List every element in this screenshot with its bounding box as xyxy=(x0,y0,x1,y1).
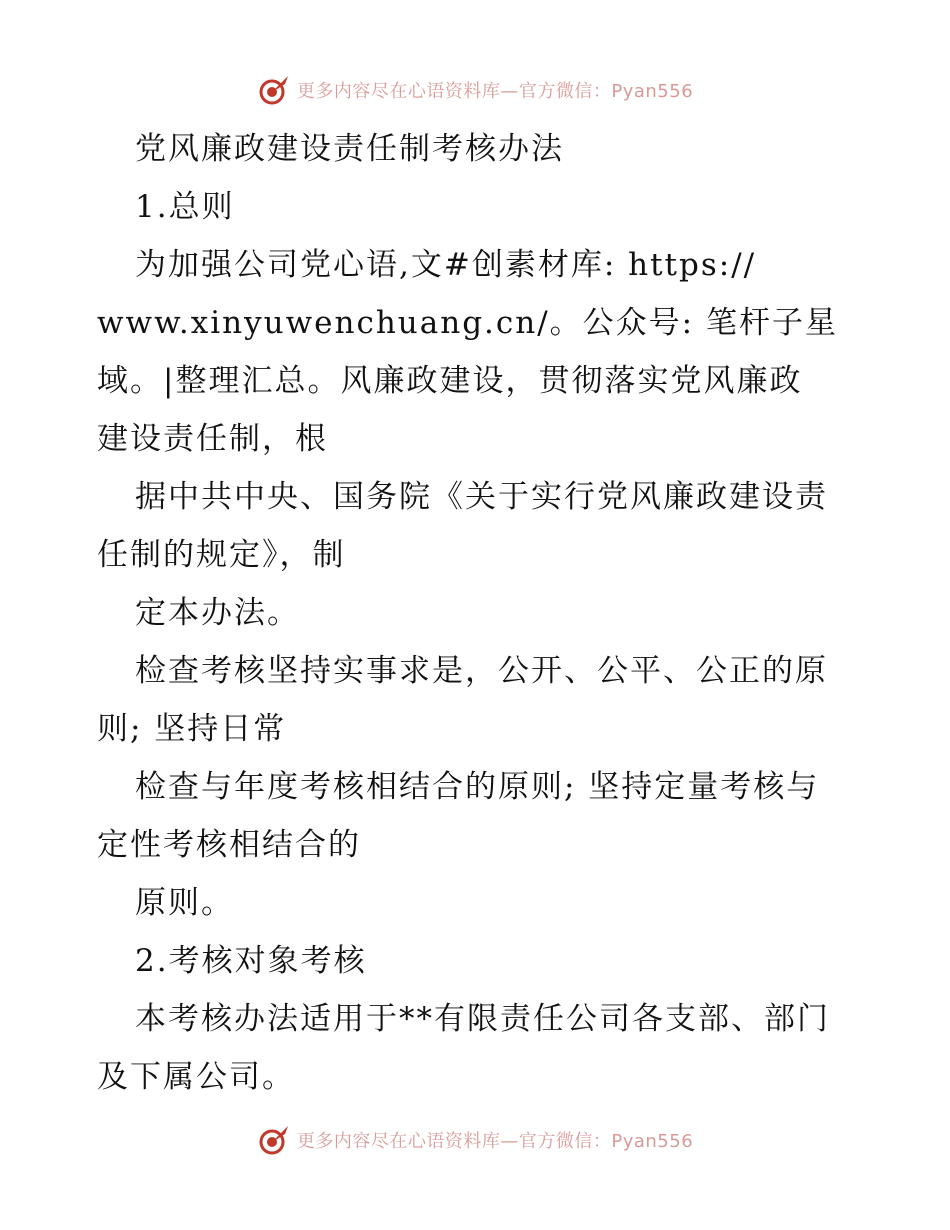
header-banner xyxy=(0,70,950,110)
text-line: 及下属公司。 xyxy=(97,1059,295,1095)
quill-seal-icon xyxy=(257,1123,291,1157)
text-line: 据中共中央、国务院《关于实行党风廉政建设责 xyxy=(135,479,828,515)
banner-text: 更多内容尽在心语资料库—官方微信：Pyan556 xyxy=(296,1131,694,1152)
text-line: 检查与年度考核相结合的原则; 坚持定量考核与 xyxy=(135,769,820,805)
quill-seal-icon xyxy=(257,73,291,107)
text-line: www.xinyuwenchuang.cn/。公众号: 笔杆子星 xyxy=(97,305,838,341)
footer-banner xyxy=(0,1120,950,1160)
text-line: 本考核办法适用于**有限责任公司各支部、部门 xyxy=(135,1001,830,1037)
text-line: 1.总则 xyxy=(135,189,235,225)
banner-text: 更多内容尽在心语资料库—官方微信：Pyan556 xyxy=(296,81,694,102)
text-line: 为加强公司党心语,文#创素材库: https:// xyxy=(135,247,757,283)
text-line: 任制的规定》，制 xyxy=(97,537,346,573)
text-line: 定本办法。 xyxy=(135,595,300,631)
text-line: 域。|整理汇总。风廉政建设，贯彻落实党风廉政 xyxy=(97,363,803,399)
text-line: 2.考核对象考核 xyxy=(135,943,367,979)
banner-content xyxy=(257,1123,693,1157)
text-line: 建设责任制，根 xyxy=(97,421,328,457)
text-line: 检查考核坚持实事求是，公开、公平、公正的原 xyxy=(135,653,828,689)
document-body xyxy=(97,120,857,1106)
banner-content xyxy=(257,73,693,107)
text-line: 原则。 xyxy=(135,885,234,921)
text-line: 则; 坚持日常 xyxy=(97,711,287,747)
text-line: 定性考核相结合的 xyxy=(97,827,361,863)
text-line: 党风廉政建设责任制考核办法 xyxy=(135,131,564,167)
